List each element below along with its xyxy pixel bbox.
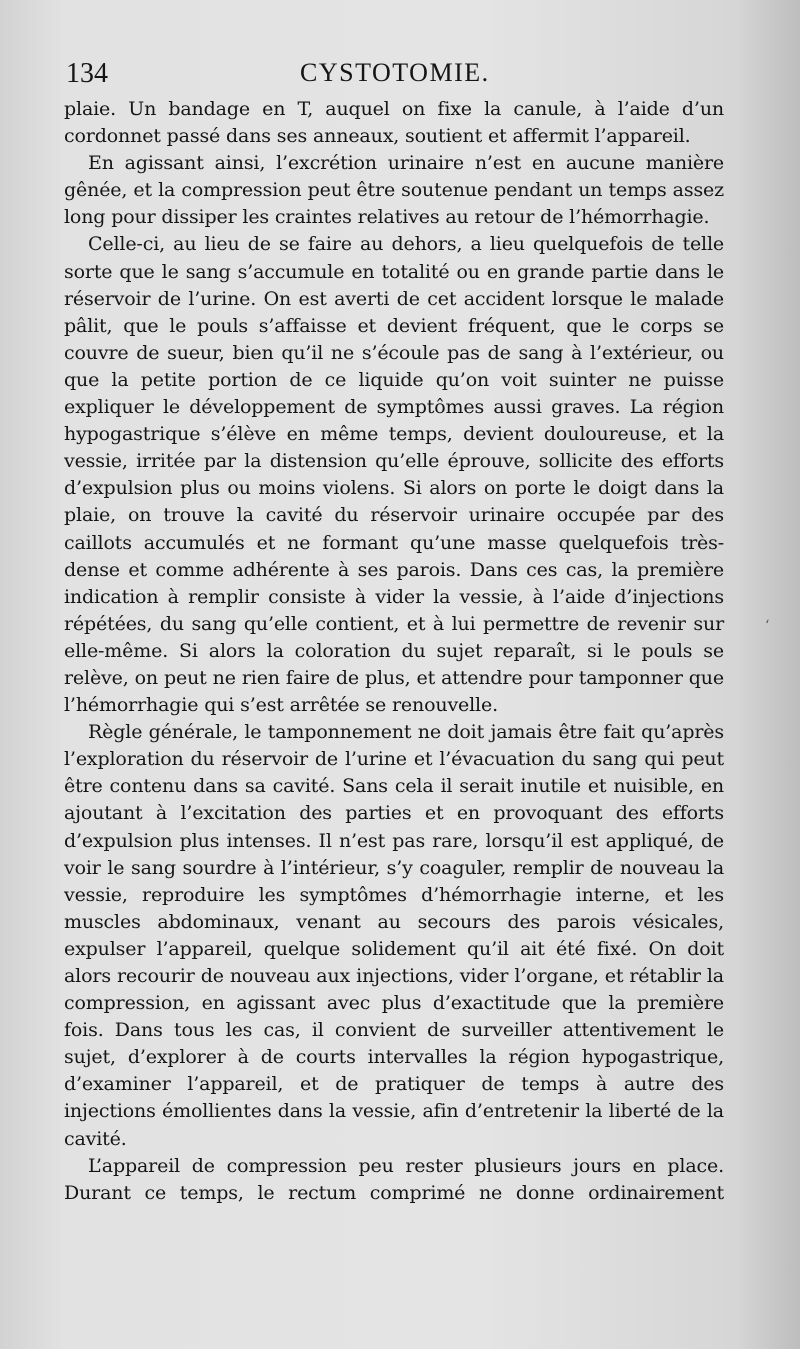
- body-text: [64, 96, 724, 1207]
- paragraph-2: En agissant ainsi, l’excrétion urinaire n’est en aucune manière gênée, et la compression peut être soutenue pendant un temps assez long pour dissiper les craintes relatives au retour de l’hémorrhagie.: [64, 152, 724, 229]
- margin-mark: ‘: [765, 618, 770, 634]
- page-number: 134: [66, 58, 108, 89]
- running-title: CYSTOTOMIE.: [300, 58, 490, 87]
- paragraph-4: Règle générale, le tamponnement ne doit jamais être fait qu’après l’exploration du réservoir de l’urine et l’évacuation du sang qui peut être contenu dans sa cavité. Sans cela il serait inutile et nuisible, en ajoutant à l’excitation des parties et en provoquant des efforts d’expulsion plus intenses. Il n’est pas rare, lorsqu’il est appliqué, de voir le sang sourdre à l’intérieur, s’y coaguler, remplir de nouveau la vessie, reproduire les symptômes d’hémorrhagie interne, et les muscles abdominaux, venant au secours des parois vésicales, expulser l’appareil, quelque solidement qu’il ait été fixé. On doit alors recourir de nouveau aux injections, vider l’organe, et rétablir la compression, en agissant avec plus d’exactitude que la première fois. Dans tous les cas, il convient de surveiller attentivement le sujet, d’explorer à de courts intervalles la région hypogastrique, d’examiner l’appareil, et de pratiquer de temps à autre des injections émollientes dans la vessie, afin d’entretenir la liberté de la cavité.: [64, 721, 724, 1150]
- page-header: [64, 58, 772, 94]
- paragraph-3: Celle-ci, au lieu de se faire au dehors, a lieu quelquefois de telle sorte que le sang s’accumule en totalité ou en grande partie dans le réservoir de l’urine. On est averti de cet accident lorsque le malade pâlit, que le pouls s’affaisse et devient fréquent, que le corps se couvre de sueur, bien qu’il ne s’écoule pas de sang à l’extérieur, ou que la petite portion de ce liquide qu’on voit suinter ne puisse expliquer le développement de symptômes aussi graves. La région hypogastrique s’élève en même temps, devient douloureuse, et la vessie, irritée par la distension qu’elle éprouve, sollicite des efforts d’expulsion plus ou moins violens. Si alors on porte le doigt dans la plaie, on trouve la cavité du réservoir urinaire occupée par des caillots accumulés et ne formant qu’une masse quelquefois très-dense et comme adhérente à ses parois. Dans ces cas, la première indication à remplir consiste à vider la vessie, à l’aide d’injections répétées, du sang qu’elle contient, et à lui permettre de revenir sur elle-même. Si alors la coloration du sujet reparaît, si le pouls se relève, on peut ne rien faire de plus, et attendre pour tamponner que l’hémorrhagie qui s’est arrêtée se renouvelle.: [64, 233, 724, 717]
- paragraph-1: plaie. Un bandage en T, auquel on fixe la canule, à l’aide d’un cordonnet passé dans ses anneaux, soutient et affermit l’appareil.: [64, 98, 724, 148]
- paragraph-5: L’appareil de compression peu rester plusieurs jours en place. Durant ce temps, le rectum comprimé ne donne ordinairement: [64, 1154, 724, 1204]
